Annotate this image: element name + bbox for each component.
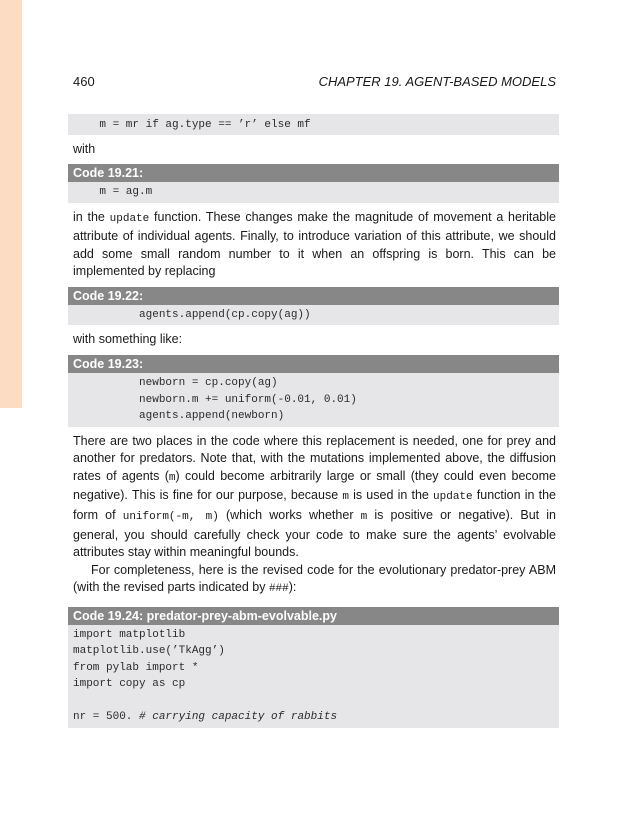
code-line-blank	[73, 693, 559, 710]
text: For completeness, here is the revised code for the evolutionary predator-prey ABM (with the revised parts indicated by	[73, 562, 556, 595]
paragraph-2	[73, 433, 556, 562]
inline-code: update	[433, 491, 473, 504]
text-with: with	[73, 141, 96, 156]
paragraph-1	[73, 209, 556, 281]
code-line: from pylab import *	[73, 661, 199, 674]
code-title: Code 19.24: predator-prey-abm-evolvable.py	[68, 607, 559, 625]
code-line: agents.append(cp.copy(ag))	[73, 308, 311, 321]
code-line: newborn = cp.copy(ag)	[73, 377, 278, 390]
page-content	[68, 0, 559, 728]
chapter-side-tab	[0, 0, 22, 408]
code-line: import matplotlib	[73, 628, 186, 641]
code-snippet-top	[68, 114, 559, 135]
code-block-19-22	[68, 287, 559, 326]
code-body	[68, 625, 559, 728]
code-line: import copy as cp	[73, 678, 186, 691]
inline-code: uniform(-m, m)	[122, 510, 219, 523]
text: function in the form of	[73, 488, 557, 522]
paragraph-3	[73, 562, 556, 599]
code-line: agents.append(newborn)	[73, 410, 285, 423]
text: ) could become arbitrarily large or small (they could even become negative). This is fine for our purpose, because	[73, 468, 556, 503]
code-block-19-21	[68, 164, 559, 203]
text-with-something-like: with something like:	[73, 332, 183, 347]
code-title: Code 19.21:	[68, 164, 559, 182]
code-block-19-24	[68, 607, 559, 728]
text: function. These changes make the magnitude of movement a heritable attribute of individual agents. Finally, to introduce variation of this attribute, we should add some small random number to it when an offspring is born. This can be implemented by replacing	[73, 209, 556, 279]
code-title: Code 19.23:	[68, 355, 559, 373]
code-comment: # carrying capacity of rabbits	[139, 711, 338, 724]
inline-code: m	[342, 491, 349, 504]
inline-code: update	[109, 212, 150, 225]
inline-code: ###	[268, 583, 289, 596]
spacer	[68, 599, 559, 607]
code-block-19-23	[68, 355, 559, 427]
code-line: m = mr if ag.type == ’r’ else mf	[73, 119, 311, 131]
page-number: 460	[73, 74, 95, 89]
code-title: Code 19.22:	[68, 287, 559, 305]
code-line	[73, 709, 559, 726]
page-header	[73, 74, 556, 92]
code-line: matplotlib.use(’TkAgg’)	[73, 645, 225, 658]
text: ):	[288, 580, 297, 595]
running-header: CHAPTER 19. AGENT-BASED MODELS	[318, 74, 556, 89]
text: in the	[73, 209, 110, 224]
code-body	[68, 373, 559, 427]
text: is positive or negative). But in general, you should carefully check your code to make sure the agents’ evolvable attributes stay within meaningful bounds.	[73, 507, 557, 560]
text: (which works whether	[218, 507, 361, 522]
code-line: m = ag.m	[73, 186, 153, 199]
code-line: newborn.m += uniform(-0.01, 0.01)	[73, 393, 357, 406]
inline-code: m	[360, 510, 368, 523]
text: There are two places in the code where this replacement is needed, one for prey and another for predators. Note that, with the mutations implemented above, the diffusion rates of agents (	[73, 433, 556, 483]
code-body	[68, 305, 559, 326]
code-text: nr = 500.	[73, 711, 140, 724]
code-body	[68, 182, 559, 203]
inline-code: m	[168, 471, 176, 484]
text: is used in the	[348, 488, 434, 503]
